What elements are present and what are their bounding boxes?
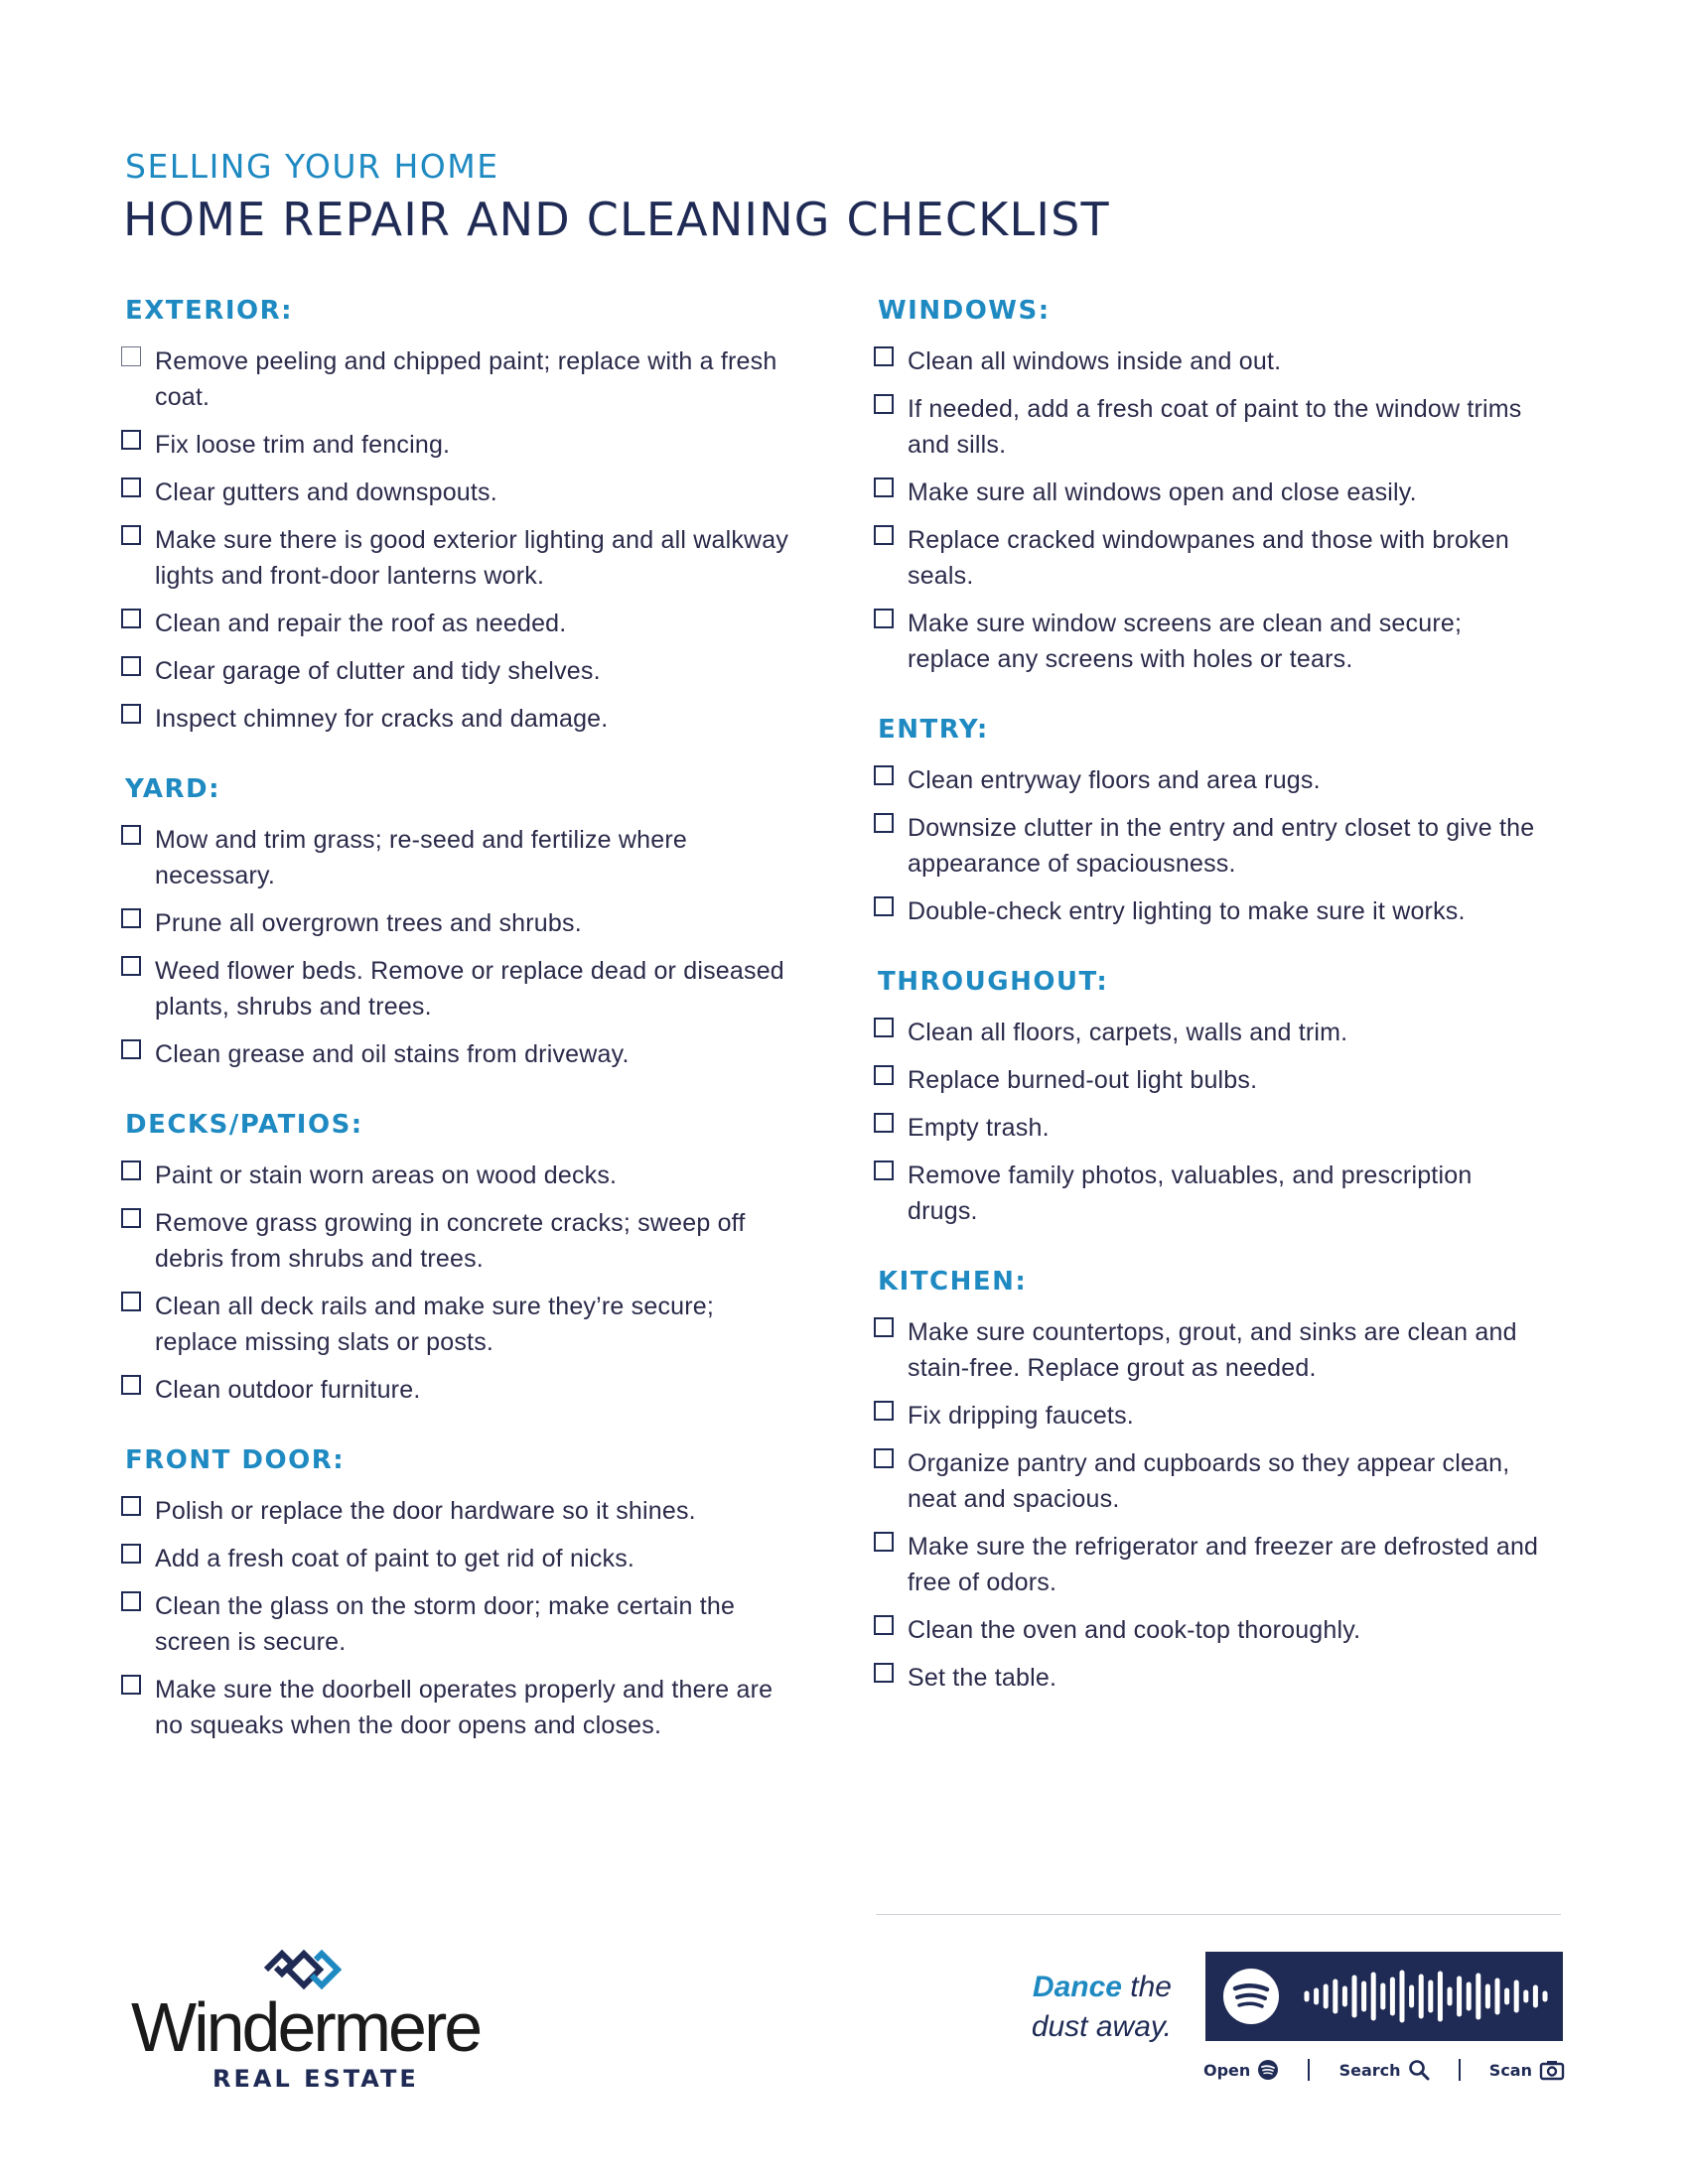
checklist-item-text: Fix dripping faucets.: [908, 1402, 1134, 1430]
section-front-door: [121, 1445, 796, 1743]
checklist-item[interactable]: [874, 1314, 1549, 1386]
checklist-item-text: Downsize clutter in the entry and entry closet to give the appearance of spaciousness.: [908, 814, 1535, 878]
checklist-item-text: Clean entryway floors and area rugs.: [908, 766, 1321, 794]
checkbox[interactable]: [874, 1317, 894, 1337]
checklist-item-text: Make sure there is good exterior lighting and all walkway lights and front-door lanterns work.: [155, 526, 789, 590]
logo-subtitle: REAL ESTATE: [212, 2065, 419, 2093]
checklist-item-text: Clean and repair the roof as needed.: [155, 610, 567, 637]
checkbox[interactable]: [121, 1375, 141, 1395]
section-heading-kitchen: KITCHEN:: [878, 1267, 1028, 1297]
dance-tagline: [983, 1968, 1172, 2047]
checklist-item[interactable]: [874, 1529, 1549, 1600]
checklist-item-text: Paint or stain worn areas on wood decks.: [155, 1161, 618, 1189]
spotify-small-icon: [1257, 2059, 1279, 2081]
spotify-code-graphic: [1205, 1952, 1563, 2041]
checklist-item-text: Clean all windows inside and out.: [908, 347, 1282, 375]
section-exterior: [121, 296, 796, 737]
checklist-item[interactable]: [121, 1588, 796, 1660]
checklist-item-text: Mow and trim grass; re-seed and fertilize where necessary.: [155, 826, 687, 889]
section-heading-exterior: EXTERIOR:: [125, 296, 294, 326]
spotify-scan[interactable]: [1489, 2059, 1565, 2081]
camera-icon: [1539, 2059, 1565, 2081]
tagline-part-1: the: [1121, 1971, 1172, 2003]
checkbox[interactable]: [121, 1496, 141, 1516]
checklist-item-text: Inspect chimney for cracks and damage.: [155, 705, 609, 733]
checklist-item-text: Make sure all windows open and close easily.: [908, 478, 1417, 506]
checkbox[interactable]: [121, 478, 141, 497]
checklist-item[interactable]: [121, 1541, 796, 1576]
checklist-item[interactable]: [121, 1205, 796, 1277]
spotify-separator: [1308, 2059, 1310, 2081]
checkbox[interactable]: [121, 1591, 141, 1611]
checkbox[interactable]: [874, 609, 894, 628]
checklist-item-text: Make sure window screens are clean and secure; replace any screens with holes or tears.: [908, 610, 1463, 673]
checkbox[interactable]: [121, 1292, 141, 1311]
checklist-item[interactable]: [121, 701, 796, 737]
checklist-item-text: Clean the glass on the storm door; make certain the screen is secure.: [155, 1592, 736, 1656]
checklist-item[interactable]: [121, 1672, 796, 1743]
checklist-item[interactable]: [874, 1445, 1549, 1517]
spotify-search-label: Search: [1338, 2060, 1401, 2080]
page-kicker: SELLING YOUR HOME: [125, 147, 499, 186]
checkbox[interactable]: [874, 896, 894, 916]
checklist-item[interactable]: [121, 606, 796, 641]
section-heading-throughout: THROUGHOUT:: [878, 967, 1109, 997]
checklist-item[interactable]: [874, 475, 1549, 510]
checklist-item-text: Organize pantry and cupboards so they appear clean, neat and spacious.: [908, 1449, 1510, 1513]
tagline-part-2: dust away.: [1031, 2010, 1172, 2043]
checkbox[interactable]: [121, 1544, 141, 1564]
section-yard: [121, 774, 796, 1072]
checklist-item[interactable]: [874, 1398, 1549, 1433]
checklist-item-text: If needed, add a fresh coat of paint to the window trims and sills.: [908, 395, 1522, 459]
checkbox[interactable]: [121, 1208, 141, 1228]
logo-wordmark: Windermere: [131, 1988, 481, 2066]
checklist-item[interactable]: [874, 893, 1549, 929]
checkbox[interactable]: [874, 525, 894, 545]
windermere-logo: [131, 1948, 479, 2097]
checklist-item[interactable]: [121, 822, 796, 893]
checkbox[interactable]: [874, 1401, 894, 1421]
search-icon: [1408, 2059, 1430, 2081]
section-heading-decks-patios: DECKS/PATIOS:: [125, 1110, 363, 1140]
checklist-item[interactable]: [121, 1372, 796, 1408]
checklist-item[interactable]: [874, 343, 1549, 379]
checklist-item[interactable]: [874, 1612, 1549, 1648]
checkbox[interactable]: [874, 1448, 894, 1468]
checkbox[interactable]: [121, 1039, 141, 1059]
checkbox[interactable]: [874, 346, 894, 366]
checklist-item[interactable]: [121, 343, 796, 415]
checklist-item[interactable]: [121, 905, 796, 941]
checkbox[interactable]: [874, 1160, 894, 1180]
checklist-item-text: Replace cracked windowpanes and those with broken seals.: [908, 526, 1509, 590]
checkbox[interactable]: [874, 765, 894, 785]
checkbox[interactable]: [121, 908, 141, 928]
checklist-item[interactable]: [874, 810, 1549, 882]
left-column: [121, 296, 796, 1781]
section-windows: [874, 296, 1549, 677]
checklist-item[interactable]: [121, 1158, 796, 1193]
tagline-highlight: Dance: [1032, 1971, 1122, 2003]
checklist-item-text: Prune all overgrown trees and shrubs.: [155, 909, 582, 937]
checkbox[interactable]: [121, 430, 141, 450]
checkbox[interactable]: [874, 1532, 894, 1552]
spotify-separator: [1459, 2059, 1461, 2081]
checklist-item[interactable]: [874, 1062, 1549, 1098]
checklist-item[interactable]: [121, 1036, 796, 1072]
checkbox[interactable]: [874, 1615, 894, 1635]
checklist-item[interactable]: [874, 1158, 1549, 1229]
checklist-item-text: Clean outdoor furniture.: [155, 1376, 421, 1404]
checkbox[interactable]: [874, 394, 894, 414]
checklist-item-text: Clean all deck rails and make sure they’re secure; replace missing slats or posts.: [155, 1293, 715, 1356]
checklist-item-text: Fix loose trim and fencing.: [155, 431, 451, 459]
checklist-item-text: Clear gutters and downspouts.: [155, 478, 497, 506]
checkbox[interactable]: [121, 525, 141, 545]
checklist-item-text: Clear garage of clutter and tidy shelves.: [155, 657, 601, 685]
checklist-item[interactable]: [874, 1110, 1549, 1146]
section-kitchen: [874, 1267, 1549, 1696]
checkbox[interactable]: [121, 1160, 141, 1180]
section-heading-yard: YARD:: [125, 774, 220, 804]
section-heading-front-door: FRONT DOOR:: [125, 1445, 346, 1475]
section-decks-patios: [121, 1110, 796, 1408]
checklist-item-text: Replace burned-out light bulbs.: [908, 1066, 1258, 1094]
checkbox[interactable]: [121, 656, 141, 676]
checkbox[interactable]: [874, 1113, 894, 1133]
section-heading-entry: ENTRY:: [878, 715, 989, 745]
checklist-item[interactable]: [121, 953, 796, 1024]
checklist-item-text: Weed flower beds. Remove or replace dead or diseased plants, shrubs and trees.: [155, 957, 784, 1021]
checklist-item-text: Clean grease and oil stains from driveway.: [155, 1040, 630, 1068]
checklist-item-text: Make sure countertops, grout, and sinks are clean and stain-free. Replace grout as needed.: [908, 1318, 1517, 1382]
checklist-item-text: Make sure the doorbell operates properly and there are no squeaks when the door opens and closes.: [155, 1676, 774, 1739]
checklist-item[interactable]: [874, 1015, 1549, 1050]
checklist-item-text: Clean the oven and cook-top thoroughly.: [908, 1616, 1361, 1644]
checklist-item-text: Set the table.: [908, 1664, 1057, 1692]
checklist-item[interactable]: [121, 653, 796, 689]
right-column: [874, 296, 1549, 1733]
section-heading-windows: WINDOWS:: [878, 296, 1051, 326]
spotify-scan-label: Scan: [1488, 2060, 1532, 2080]
checklist-item-text: Remove grass growing in concrete cracks; sweep off debris from shrubs and trees.: [155, 1209, 746, 1273]
section-throughout: [874, 967, 1549, 1229]
checkbox[interactable]: [121, 609, 141, 628]
checkbox[interactable]: [874, 478, 894, 497]
page-title: HOME REPAIR AND CLEANING CHECKLIST: [123, 193, 1110, 246]
checklist-item[interactable]: [121, 1289, 796, 1360]
checkbox[interactable]: [121, 346, 141, 366]
checkbox[interactable]: [121, 825, 141, 845]
section-entry: [874, 715, 1549, 929]
checkbox[interactable]: [874, 813, 894, 833]
checkbox[interactable]: [121, 1675, 141, 1695]
checklist-item-text: Empty trash.: [908, 1114, 1050, 1142]
checklist-item-text: Remove family photos, valuables, and prescription drugs.: [908, 1161, 1473, 1225]
checklist-item[interactable]: [121, 1493, 796, 1529]
checklist-item[interactable]: [874, 606, 1549, 677]
checkbox[interactable]: [874, 1065, 894, 1085]
checkbox[interactable]: [874, 1018, 894, 1037]
spotify-open[interactable]: [1203, 2059, 1279, 2081]
checklist-item[interactable]: [874, 1660, 1549, 1696]
checklist-item-text: Add a fresh coat of paint to get rid of nicks.: [155, 1545, 635, 1572]
spotify-open-label: Open: [1203, 2060, 1251, 2080]
checklist-item-text: Double-check entry lighting to make sure it works.: [908, 897, 1466, 925]
checklist-item-text: Remove peeling and chipped paint; replace with a fresh coat.: [155, 347, 777, 411]
checkbox[interactable]: [121, 704, 141, 724]
spotify-search[interactable]: [1339, 2059, 1430, 2081]
spotify-actions: [1203, 2055, 1565, 2085]
checklist-item[interactable]: [874, 762, 1549, 798]
checklist-item[interactable]: [121, 427, 796, 463]
footer-divider: [876, 1914, 1561, 1915]
checklist-item[interactable]: [874, 522, 1549, 594]
checklist-item-text: Polish or replace the door hardware so it shines.: [155, 1497, 696, 1525]
checklist-item[interactable]: [874, 391, 1549, 463]
checkbox[interactable]: [121, 956, 141, 976]
checkbox[interactable]: [874, 1663, 894, 1683]
checklist-item-text: Make sure the refrigerator and freezer are defrosted and free of odors.: [908, 1533, 1539, 1596]
checklist-item[interactable]: [121, 522, 796, 594]
checklist-item[interactable]: [121, 475, 796, 510]
windermere-diamond-mark-icon: [262, 1948, 342, 1991]
checklist-item-text: Clean all floors, carpets, walls and trim.: [908, 1019, 1348, 1046]
